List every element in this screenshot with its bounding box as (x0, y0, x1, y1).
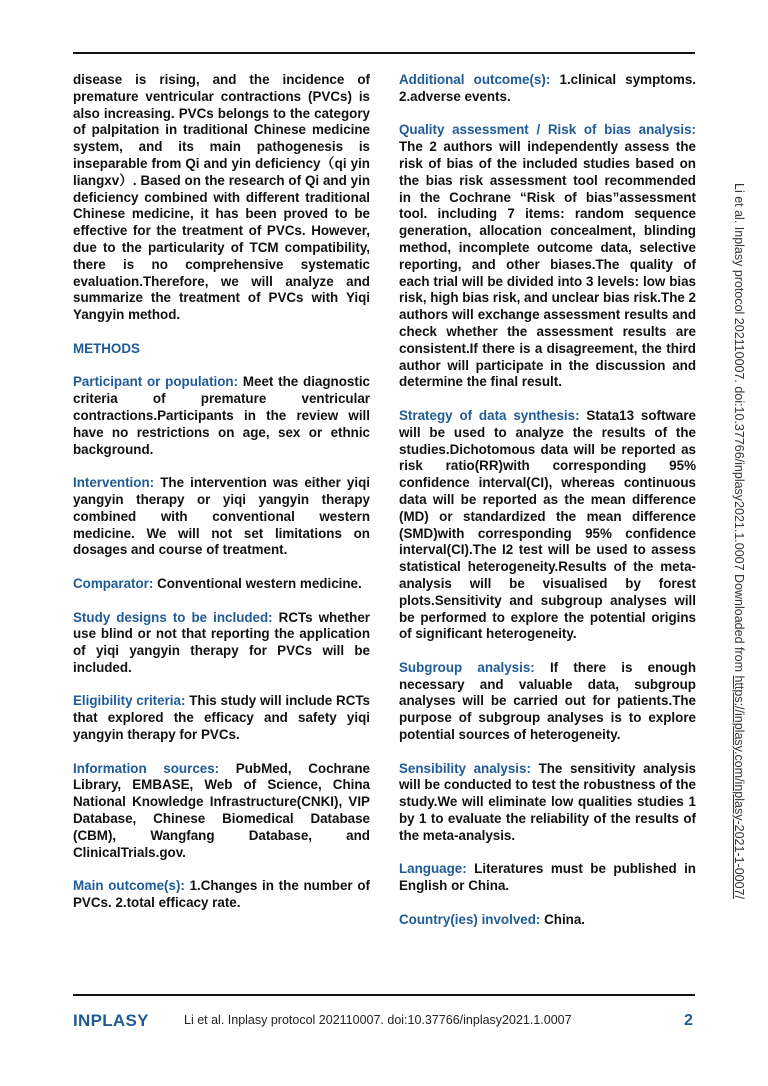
section-text: The sensitivity analysis will be conducted to test the robustness of the study.We will eliminate low qualities studies 1 by 1 to evaluate the reliability of the results of the meta-analysis. (399, 760, 696, 843)
section-label: Intervention: (73, 475, 155, 491)
section-label: Sensibility analysis: (399, 760, 531, 776)
section-label: Comparator: (73, 575, 154, 591)
section-label: Country(ies) involved: (399, 911, 541, 927)
page-number: 2 (684, 1012, 693, 1029)
section-sensibility-analysis (399, 761, 696, 845)
section-subgroup-analysis (399, 660, 696, 744)
section-language (399, 861, 696, 895)
side-note-text: Li et al. Inplasy protocol 202110007. doi:10.37766/inplasy2021.1.0007 Downloaded from (732, 183, 746, 676)
section-label: Language: (399, 861, 467, 877)
section-text: PubMed, Cochrane Library, EMBASE, Web of Science, China National Knowledge Infrastructure(CNKI), VIP Database, Chinese Biomedical Database (CBM), Wangfang Database, and ClinicalTrials.gov. (73, 760, 370, 860)
section-text: This study will include RCTs that explored the efficacy and safety yiqi yangyin therapy for PVCs. (73, 693, 371, 743)
section-text: China. (540, 911, 586, 927)
section-label: Participant or population: (73, 374, 239, 390)
right-column (399, 72, 696, 945)
section-text: Literatures must be published in English or China. (399, 861, 696, 894)
methods-heading: METHODS (73, 340, 140, 356)
section-participant (73, 374, 370, 458)
section-additional-outcomes (399, 72, 696, 106)
header-rule (73, 52, 695, 54)
section-label: Subgroup analysis: (399, 659, 535, 675)
section-text: 1.clinical symptoms. 2.adverse events. (399, 72, 696, 104)
section-study-designs (73, 610, 370, 677)
section-text: Conventional western medicine. (153, 575, 362, 591)
section-text: If there is enough necessary and valuable data, subgroup analyses will be carried out for patients.The purpose of subgroup analyses is to explore potential sources of heterogeneity. (399, 659, 696, 743)
left-column (73, 72, 370, 929)
section-comparator (73, 576, 370, 593)
section-text: The 2 authors will independently assess the risk of bias of the included studies based on the bias risk assessment tool recommended in the Cochrane “Risk of bias”assessment tool. including 7 items: random sequence generation, allocation concealment, blinding method, incomplete outcome data, selective reporting, and other biases.The quality of each trial will be divided into 3 levels: low bias risk, high bias risk, and unclear bias risk.The 2 authors will exchange assessment results and check whether the assessment results are consistent.If there is a disagreement, the third author will participate in the discussion and determine the final result. (399, 139, 696, 390)
section-label: Additional outcome(s): (399, 72, 551, 87)
section-intervention (73, 475, 370, 559)
section-quality-assessment (399, 122, 696, 391)
section-text: The intervention was either yiqi yangyin therapy or yiqi yangyin therapy combined with conventional western medicine. We will not set limitations on dosages and course of treatment. (73, 475, 370, 558)
section-eligibility (73, 693, 370, 743)
footer-citation: Li et al. Inplasy protocol 202110007. doi:10.37766/inplasy2021.1.0007 (184, 1013, 572, 1027)
section-text: 1.Changes in the number of PVCs. 2.total efficacy rate. (73, 878, 370, 911)
section-main-outcomes (73, 878, 370, 912)
side-download-note (732, 183, 746, 899)
section-label: Main outcome(s): (73, 878, 185, 894)
section-label: Eligibility criteria: (73, 693, 186, 709)
section-text: Meet the diagnostic criteria of premature ventricular contractions.Participants in the review will have no restrictions on age, sex or ethnic background. (73, 374, 370, 457)
side-note-link[interactable]: https://inplasy.com/inplasy-2021-1-0007/ (732, 675, 746, 899)
section-label: Study designs to be included: (73, 609, 273, 625)
section-information-sources (73, 761, 370, 862)
section-label: Strategy of data synthesis: (399, 407, 580, 423)
section-data-synthesis (399, 408, 696, 643)
section-label: Quality assessment / Risk of bias analysis: (399, 122, 696, 138)
section-text: Stata13 software will be used to analyze the results of the studies.Dichotomous data will be reported as risk ratio(RR)with corresponding 95% confidence interval(CI), whereas continuous data will be reported as the mean difference (MD) or standardized the mean difference (SMD)with corresponding 95% confidence interval(CI).The I2 test will be used to assess statistical heterogeneity.Results of the meta-analysis will be visualised by forest plots.Sensitivity and subgroup analyses will be performed to explore the potential origins of significant heterogeneity. (399, 407, 696, 642)
section-label: Information sources: (73, 760, 220, 776)
section-text: RCTs whether use blind or not that reporting the application of yiqi yangyin therapy for PVCs will be included. (73, 609, 370, 675)
section-countries (399, 912, 696, 929)
footer-rule (73, 994, 695, 996)
footer-brand-logo: INPLASY (73, 1011, 149, 1030)
intro-paragraph: disease is rising, and the incidence of premature ventricular contractions (PVCs) is also increasing. PVCs belongs to the category of palpitation in traditional Chinese medicine system, and its main pathogenesis is inseparable from Qi and yin deficiency（qi yin liangxv）. Based on the research of Qi and yin deficiency combined with different traditional Chinese medicine, it has been proved to be effective for the treatment of PVCs. However, due to the particularity of TCM compatibility, there is no comprehensive systematic evaluation.Therefore, we will analyze and summarize the treatment of PVCs with Yiqi Yangyin method. (73, 72, 370, 323)
